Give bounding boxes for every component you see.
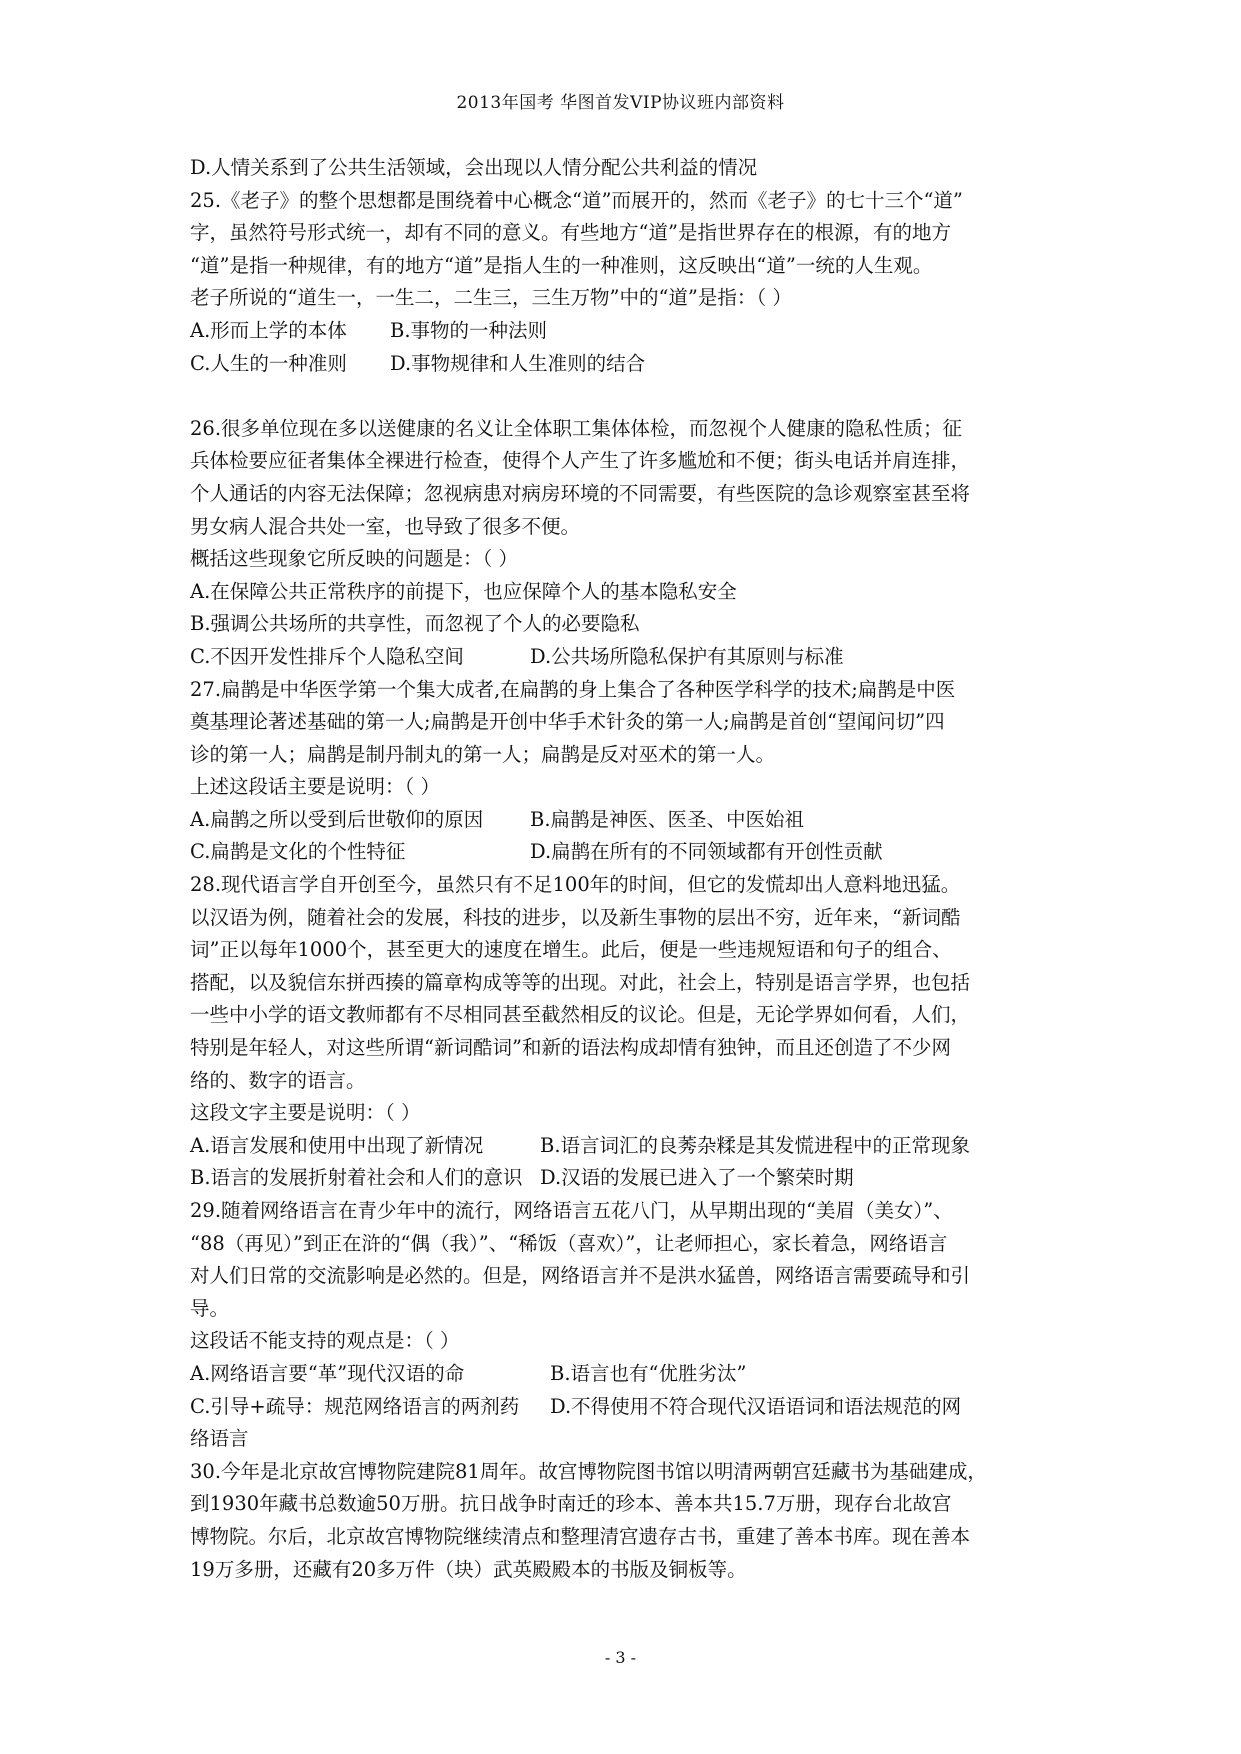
text-line: 19万多册，还藏有20多万件（块）武英殿殿本的书版及铜板等。 <box>190 1557 747 1581</box>
text-line: 30.今年是北京故宫博物院建院81周年。故宫博物院图书馆以明清两朝宫廷藏书为基础建成， <box>190 1459 987 1483</box>
text-line: 个人通话的内容无法保障；忽视病患对病房环境的不同需要，有些医院的急诊观察室甚至将 <box>190 481 971 505</box>
text-line: B.强调公共场所的共享性，而忽视了个人的必要隐私 <box>190 612 640 636</box>
text-line: A.在保障公共正常秩序的前提下，也应保障个人的基本隐私安全 <box>190 579 737 603</box>
text-line: 博物院。尔后，北京故宫博物院继续清点和整理清宫遗存古书，重建了善本书库。现在善本 <box>190 1524 971 1548</box>
text-line: 词”正以每年1000个，甚至更大的速度在增生。此后，便是一些违规短语和句子的组合、 <box>190 938 952 962</box>
option-left: A.网络语言要“革”现代汉语的命 <box>190 1361 465 1385</box>
option-right: D.扁鹊在所有的不同领域都有开创性贡献 <box>530 840 883 864</box>
document-body <box>190 152 1080 1586</box>
text-line: 到1930年藏书总数逾50万册。抗日战争时南迁的珍本、善本共15.7万册，现存台北故宫 <box>190 1492 952 1516</box>
option-row <box>190 1391 1080 1424</box>
text-line: 男女病人混合共处一室，也导致了很多不便。 <box>190 514 581 538</box>
option-right: B.扁鹊是神医、医圣、中医始祖 <box>530 807 805 831</box>
text-line: 搭配，以及貌信东拼西揍的篇章构成等等的出现。对此，社会上，特别是语言学界，也包括 <box>190 970 971 994</box>
text-line: 上述这段话主要是说明：（ ） <box>190 775 440 799</box>
text-line: 络的、数字的语言。 <box>190 1068 366 1092</box>
text-line: “88（再见）”到正在浒的“偶（我）”、“稀饭（喜欢）”，让老师担心，家长着急，网络语言 <box>190 1231 948 1255</box>
option-row <box>190 1358 1080 1391</box>
text-line: 26.很多单位现在多以送健康的名义让全体职工集体体检，而忽视个人健康的隐私性质；征 <box>190 416 963 440</box>
option-left: B.语言的发展折射着社会和人们的意识 <box>190 1166 523 1190</box>
text-line: 络语言 <box>190 1427 249 1451</box>
option-row <box>190 641 1080 674</box>
option-left: C.扁鹊是文化的个性特征 <box>190 840 406 864</box>
option-right: D.事物规律和人生准则的结合 <box>390 351 646 375</box>
text-line: 这段文字主要是说明：（ ） <box>190 1101 421 1125</box>
option-left: C.不因开发性排斥个人隐私空间 <box>190 644 464 668</box>
option-right: D.公共场所隐私保护有其原则与标准 <box>530 644 844 668</box>
text-line: 奠基理论著述基础的第一人;扁鹊是开创中华手术针灸的第一人;扁鹊是首创“望闻问切”四 <box>190 710 945 734</box>
page-header: 2013年国考 华图首发VIP协议班内部资料 <box>456 93 785 113</box>
option-right: D.汉语的发展已进入了一个繁荣时期 <box>540 1166 854 1190</box>
page-number: - 3 - <box>604 1648 637 1667</box>
option-row <box>190 836 1080 869</box>
text-line: 老子所说的“道生一，一生二，二生三，三生万物”中的“道”是指：（ ） <box>190 286 792 310</box>
option-right: D.不得使用不符合现代汉语语词和语法规范的网 <box>550 1394 962 1418</box>
option-right: B.语言词汇的良莠杂糅是其发慌进程中的正常现象 <box>540 1133 971 1157</box>
option-right: B.语言也有“优胜劣汰” <box>550 1361 747 1385</box>
text-line: 兵体检要应征者集体全裸进行检查，使得个人产生了许多尴尬和不便；街头电话并肩连排， <box>190 449 971 473</box>
option-right: B.事物的一种法则 <box>390 318 548 342</box>
text-line: “道”是指一种规律，有的地方“道”是指人生的一种准则，这反映出“道”一统的人生观。 <box>190 253 933 277</box>
option-row <box>190 804 1080 837</box>
text-line: D.人情关系到了公共生活领域，会出现以人情分配公共利益的情况 <box>190 156 758 179</box>
option-row <box>190 348 1080 381</box>
text-line: 29.随着网络语言在青少年中的流行，网络语言五花八门，从早期出现的“美眉（美女）”、 <box>190 1199 953 1222</box>
text-line: 28.现代语言学自开创至今，虽然只有不足100年的时间，但它的发慌却出人意料地迅猛。 <box>190 873 961 897</box>
blank-line <box>190 380 1080 413</box>
text-line: 概括这些现象它所反映的问题是：（ ） <box>190 547 518 571</box>
option-left: A.语言发展和使用中出现了新情况 <box>190 1133 484 1157</box>
text-line: 25.《老子》的整个思想都是围绕着中心概念“道”而展开的，然而《老子》的七十三个“道” <box>190 188 963 212</box>
option-row <box>190 315 1080 348</box>
option-left: A.扁鹊之所以受到后世敬仰的原因 <box>190 807 484 831</box>
option-row <box>190 1162 1080 1195</box>
text-line: 27.扁鹊是中华医学第一个集大成者,在扁鹊的身上集合了各种医学科学的技术;扁鹊是中医 <box>190 677 956 701</box>
text-line: 诊的第一人；扁鹊是制丹制丸的第一人；扁鹊是反对巫术的第一人。 <box>190 742 776 766</box>
option-left: C.人生的一种准则 <box>190 351 347 375</box>
text-line: 对人们日常的交流影响是必然的。但是，网络语言并不是洪水猛兽，网络语言需要疏导和引 <box>190 1264 971 1288</box>
text-line: 一些中小学的语文教师都有不尽相同甚至截然相反的议论。但是，无论学界如何看，人们， <box>190 1003 971 1027</box>
option-row <box>190 1130 1080 1163</box>
text-line: 特别是年轻人，对这些所谓“新词酷词”和新的语法构成却情有独钟，而且还创造了不少网 <box>190 1036 951 1060</box>
text-line: 字，虽然符号形式统一，却有不同的意义。有些地方“道”是指世界存在的根源，有的地方 <box>190 221 951 245</box>
text-line: 以汉语为例，随着社会的发展，科技的进步，以及新生事物的层出不穷，近年来，“新词酷 <box>190 905 961 929</box>
option-left: A.形而上学的本体 <box>190 318 347 342</box>
option-left: C.引导+疏导：规范网络语言的两剂药 <box>190 1394 520 1418</box>
text-line: 导。 <box>190 1296 230 1320</box>
text-line: 这段话不能支持的观点是：（ ） <box>190 1329 460 1353</box>
